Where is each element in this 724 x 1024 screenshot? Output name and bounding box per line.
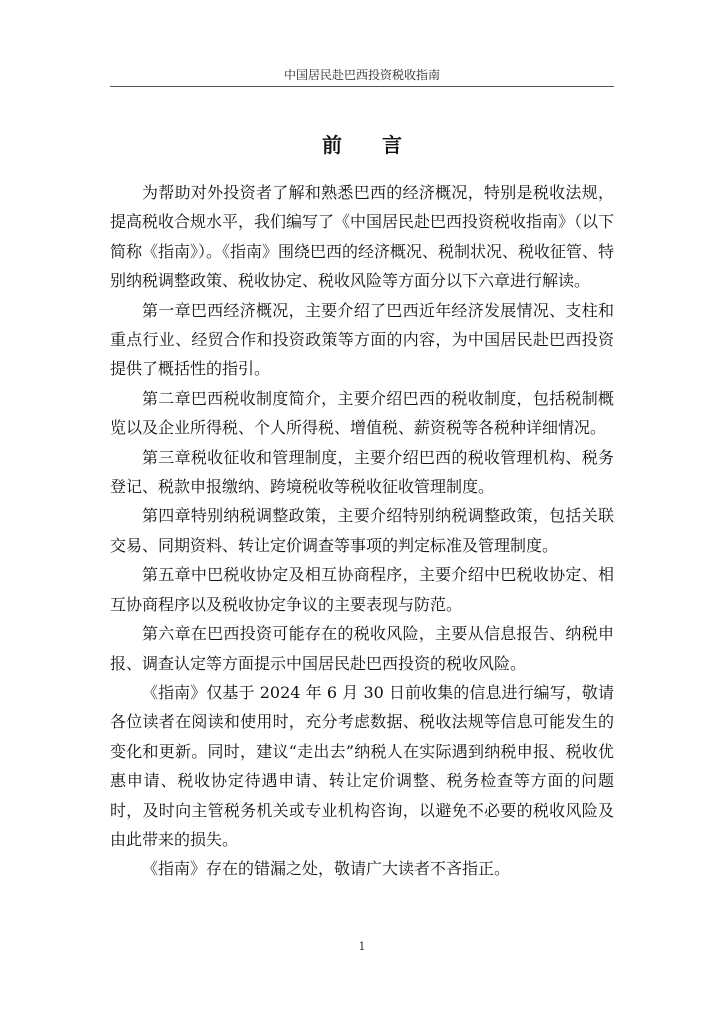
page-number: 1 xyxy=(358,940,366,953)
paragraph-chapter-4: 第四章特别纳税调整政策，主要介绍特别纳税调整政策，包括关联交易、同期资料、转让定价调查等事项的判定标准及管理制度。 xyxy=(110,506,614,555)
page-title: 前言 xyxy=(322,133,442,157)
paragraph-intro: 为帮助对外投资者了解和熟悉巴西的经济概况，特别是税收法规，提高税收合规水平，我们编写了《中国居民赴巴西投资税收指南》（以下简称《指南》）。《指南》围绕巴西的经济概况、税制状况、税收征管、特别纳税调整政策、税收协定、税收风险等方面分以下六章进行解读。 xyxy=(110,183,615,291)
running-header: 中国居民赴巴西投资税收指南 xyxy=(283,68,440,82)
paragraph-notice: 《指南》仅基于 2024 年 6 月 30 日前收集的信息进行编写，敬请各位读者在阅读和使用时，充分考虑数据、税收法规等信息可能发生的变化和更新。同时，建议“走出去”纳税人在实际遇到纳税申报、税收优惠申请、税收协定待遇申请、转让定价调整、税务检查等方面的问题时，及时向主管税务机关或专业机构咨询，以避免不必要的税收风险及由此带来的损失。 xyxy=(110,682,614,849)
paragraph-chapter-1: 第一章巴西经济概况，主要介绍了巴西近年经济发展情况、支柱和重点行业、经贸合作和投资政策等方面的内容，为中国居民赴巴西投资提供了概括性的指引。 xyxy=(110,300,614,379)
header-divider xyxy=(110,86,614,87)
paragraph-chapter-3: 第三章税收征收和管理制度，主要介绍巴西的税收管理机构、税务登记、税款申报缴纳、跨境税收等税收征收管理制度。 xyxy=(110,447,614,497)
paragraph-chapter-2: 第二章巴西税收制度简介，主要介绍巴西的税收制度，包括税制概览以及企业所得税、个人所得税、增值税、薪资税等各税种详细情况。 xyxy=(110,388,614,438)
paragraph-closing: 《指南》存在的错漏之处，敬请广大读者不吝指正。 xyxy=(142,859,511,879)
preface-body xyxy=(110,178,614,884)
paragraph-chapter-5: 第五章中巴税收协定及相互协商程序，主要介绍中巴税收协定、相互协商程序以及税收协定争议的主要表现与防范。 xyxy=(110,565,614,614)
paragraph-chapter-6: 第六章在巴西投资可能存在的税收风险，主要从信息报告、纳税申报、调查认定等方面提示中国居民赴巴西投资的税收风险。 xyxy=(110,624,614,673)
